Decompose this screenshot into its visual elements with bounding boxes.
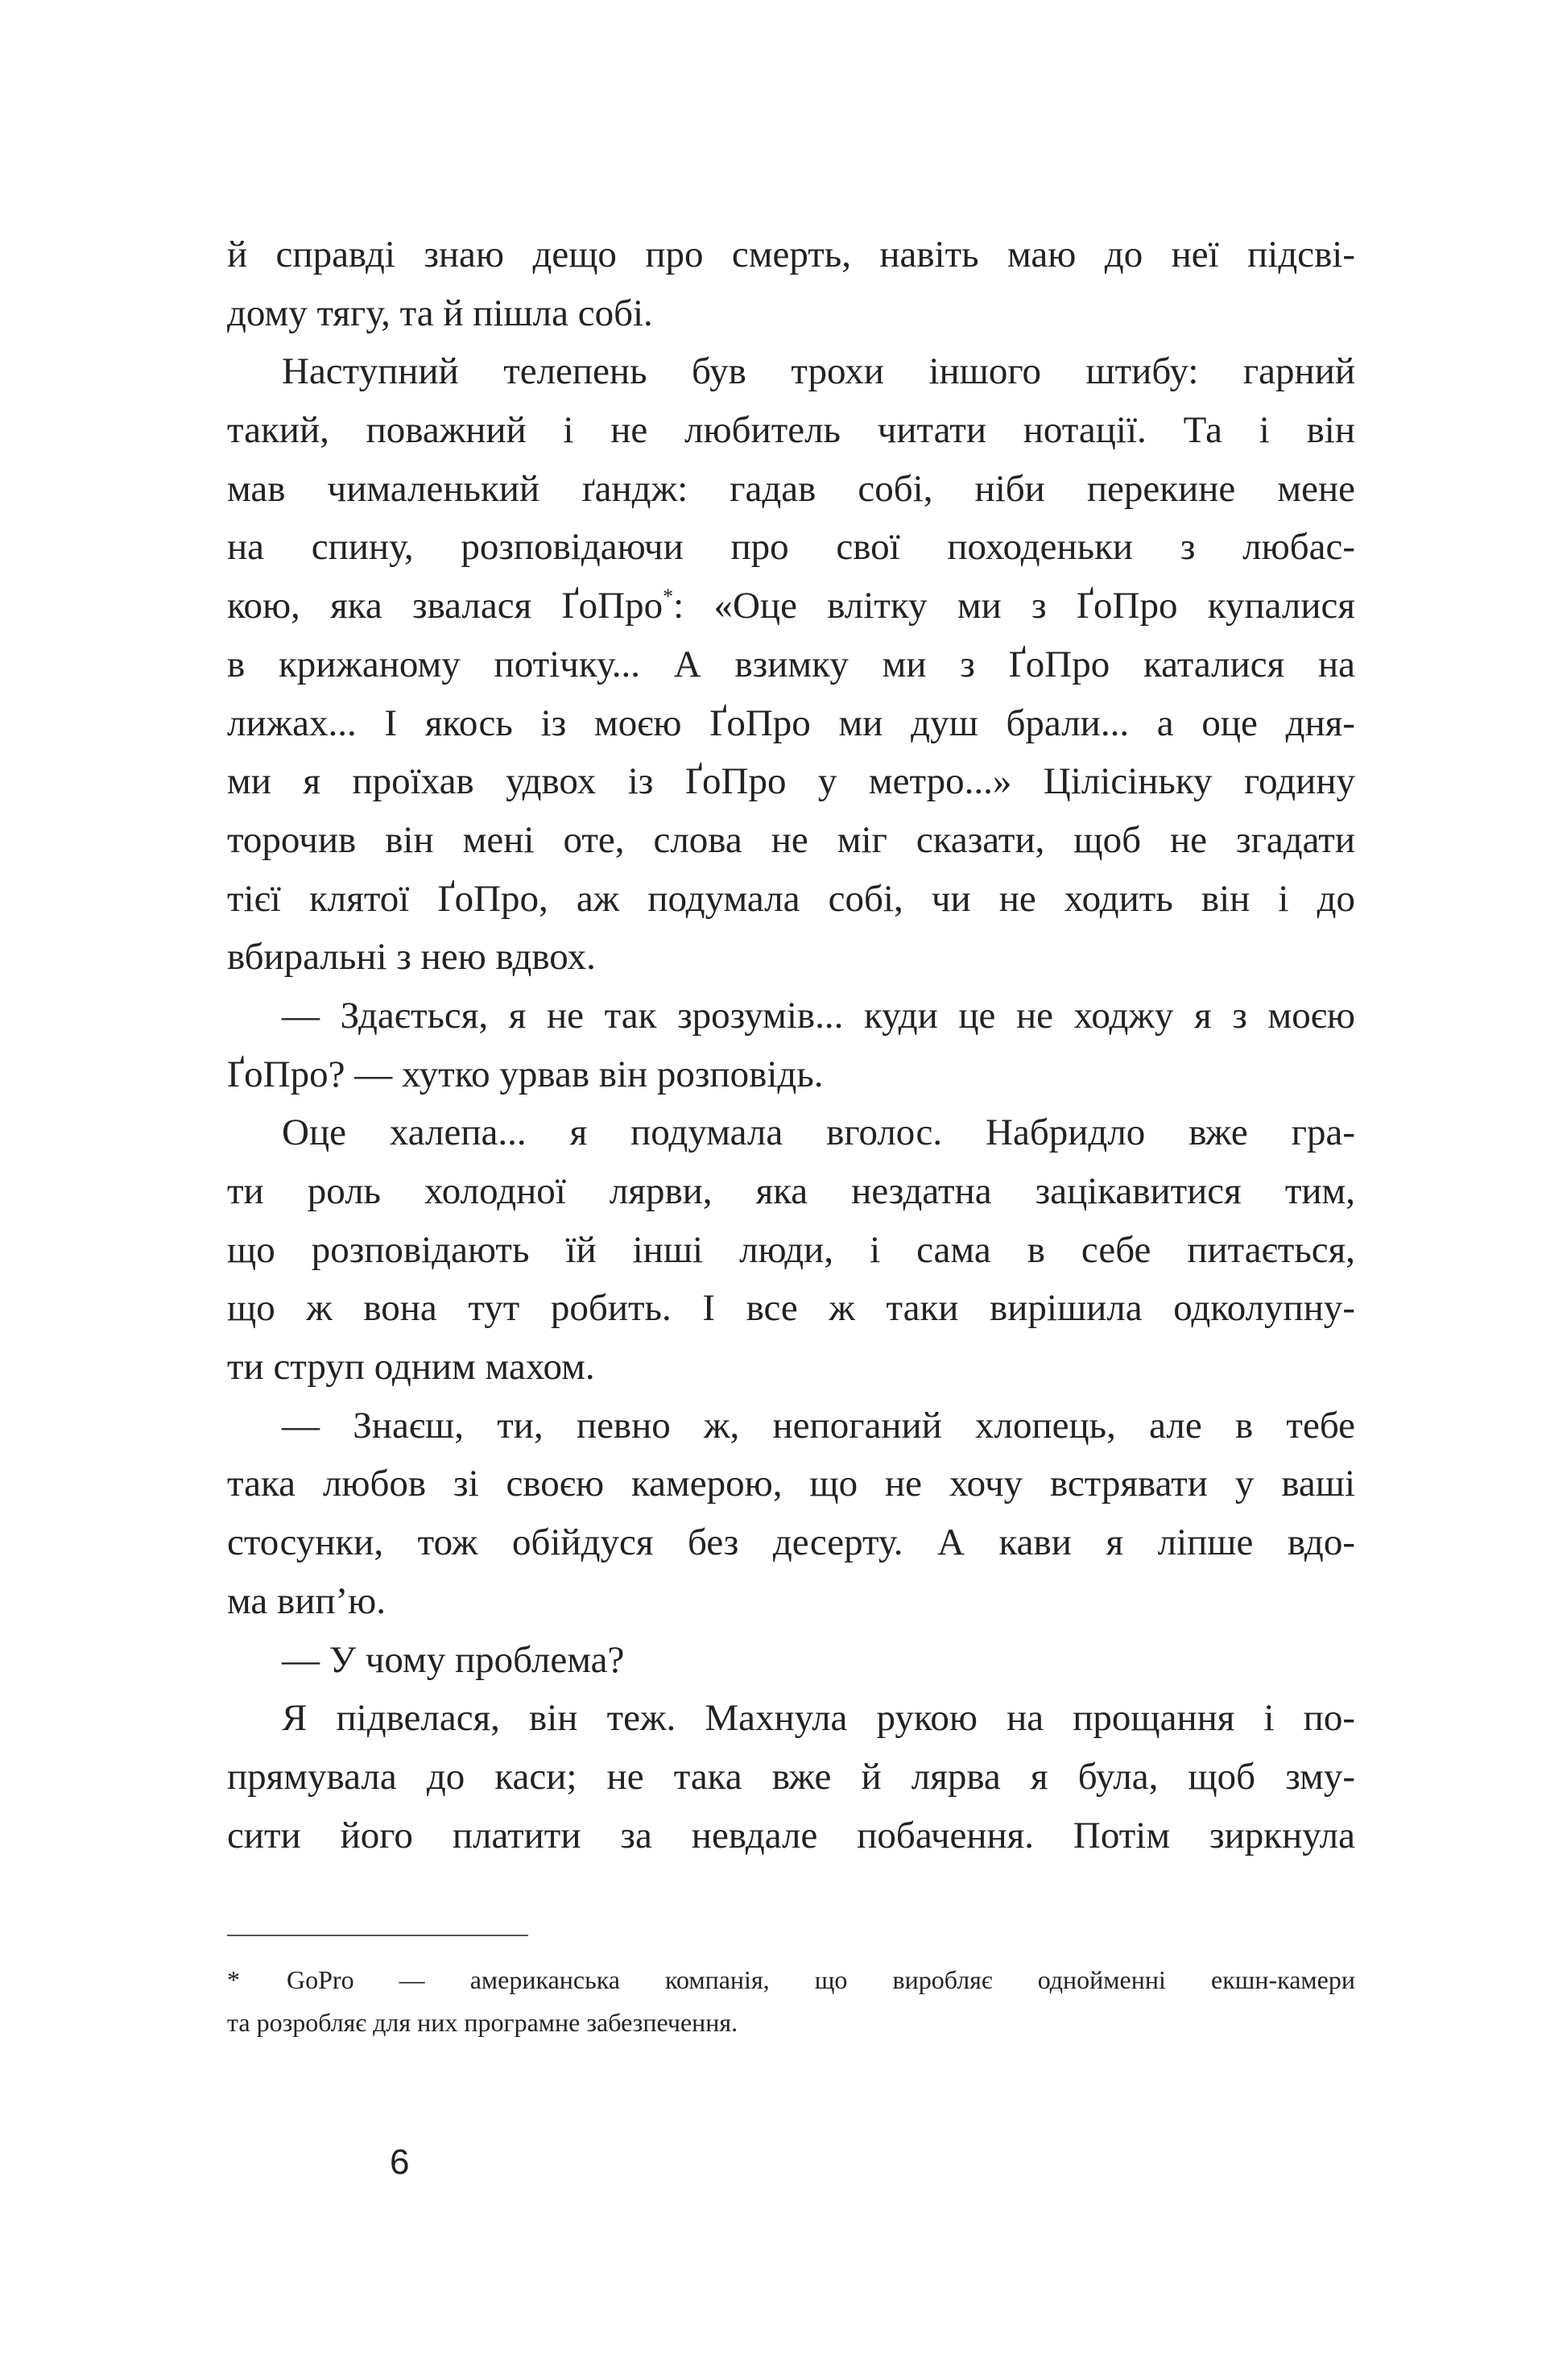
text-line (227, 342, 1355, 401)
text-line (227, 1807, 1355, 1865)
line-text: Оце халепа... я подумала вголос. Набридло вже гра- (282, 1111, 1355, 1154)
line-text: й справді знаю дещо про смерть, навіть маю до неї підсві- (227, 234, 1355, 275)
line-text: торочив він мені оте, слова не міг сказати, щоб не згадати (227, 818, 1355, 861)
line-text: на спину, розповідаючи про свої походеньки з любас- (227, 526, 1355, 569)
line-text: дому тягу, та й пішла собі. (227, 292, 653, 334)
line-text: такий, поважний і не любитель читати нотації. Та і він (227, 409, 1355, 452)
text-line (227, 1513, 1355, 1572)
text-line (227, 1689, 1355, 1748)
line-text: що розповідають їй інші люди, і сама в себе питається, (227, 1228, 1355, 1271)
line-text: ма вип’ю. (227, 1579, 386, 1622)
text-line (227, 518, 1355, 577)
footnote-text: GoPro — американська компанія, що виробляє однойменні екшн-камери (287, 1965, 1355, 1994)
text-line (227, 226, 1355, 284)
text-line (227, 1338, 1355, 1397)
line-text: ти роль холодної лярви, яка нездатна зацікавитися тим, (227, 1170, 1355, 1212)
line-text: ми я проїхав удвох із ҐоПро у метро...» Цілісіньку годину (227, 760, 1355, 803)
line-text: така любов зі своєю камерою, що не хочу встрявати у ваші (227, 1463, 1355, 1505)
line-text: сити його платити за невдале побачення. Потім зиркнула (227, 1814, 1355, 1856)
body-text (227, 226, 1355, 1865)
line-text: прямувала до каси; не така вже й лярва я була, щоб зму- (227, 1755, 1355, 1798)
page-number: 6 (390, 2142, 410, 2182)
line-text: Наступний телепень був трохи іншого штибу: гарний (282, 350, 1355, 393)
text-line (227, 1045, 1355, 1104)
text-line (227, 401, 1355, 460)
text-line (227, 1397, 1355, 1455)
line-text: ти струп одним махом. (227, 1346, 595, 1389)
footnote-divider (227, 1935, 528, 1936)
text-line (227, 694, 1355, 753)
line-text: — У чому проблема? (282, 1638, 625, 1681)
line-text: — Здається, я не так зрозумів... куди це не ходжу я з моєю (282, 994, 1355, 1037)
text-line (227, 1631, 1355, 1690)
text-line (227, 1572, 1355, 1631)
line-text: кою, яка звалася ҐоПро (227, 585, 663, 627)
line-text: тієї клятої ҐоПро, аж подумала собі, чи не ходить він і до (227, 877, 1355, 920)
text-line (227, 1455, 1355, 1513)
footnote (227, 1959, 1355, 2044)
line-text: стосунки, тож обійдуся без десерту. А кави я ліпше вдо- (227, 1521, 1355, 1564)
footnote-line (227, 1959, 1355, 2001)
footnote-line (227, 2001, 1355, 2044)
line-text: мав чималенький ґандж: гадав собі, ніби перекине мене (227, 467, 1355, 510)
text-line (227, 1748, 1355, 1807)
line-text: — Знаєш, ти, певно ж, непоганий хлопець, але в тебе (282, 1404, 1355, 1447)
footnote-marker: * (227, 1965, 240, 1994)
text-line (227, 752, 1355, 811)
line-text: : «Оце влітку ми з ҐоПро купалися (673, 585, 1355, 627)
line-text: вбиральні з нею вдвох. (227, 936, 596, 979)
text-line (227, 1279, 1355, 1338)
line-text: в крижаному потічку... А взимку ми з ҐоПро каталися на (227, 643, 1355, 685)
text-line (227, 460, 1355, 519)
line-text: що ж вона тут робить. І все ж таки вирішила одколупну- (227, 1287, 1355, 1330)
text-line (227, 928, 1355, 987)
line-text: лижах... І якось із моєю ҐоПро ми душ брали... а оце дня- (227, 702, 1355, 744)
text-line (227, 1221, 1355, 1280)
text-line (227, 635, 1355, 694)
text-line (227, 811, 1355, 870)
footnote-text: та розробляє для них програмне забезпечення. (227, 2008, 738, 2037)
text-line (227, 284, 1355, 343)
text-line (227, 1103, 1355, 1162)
text-line (227, 870, 1355, 929)
footnote-reference[interactable]: * (663, 585, 674, 609)
line-text: Я підвелася, він теж. Махнула рукою на прощання і по- (282, 1697, 1355, 1740)
line-text: ҐоПро? — хутко урвав він розповідь. (227, 1053, 824, 1095)
text-line (227, 987, 1355, 1045)
text-line (227, 577, 1355, 635)
text-line (227, 1162, 1355, 1221)
